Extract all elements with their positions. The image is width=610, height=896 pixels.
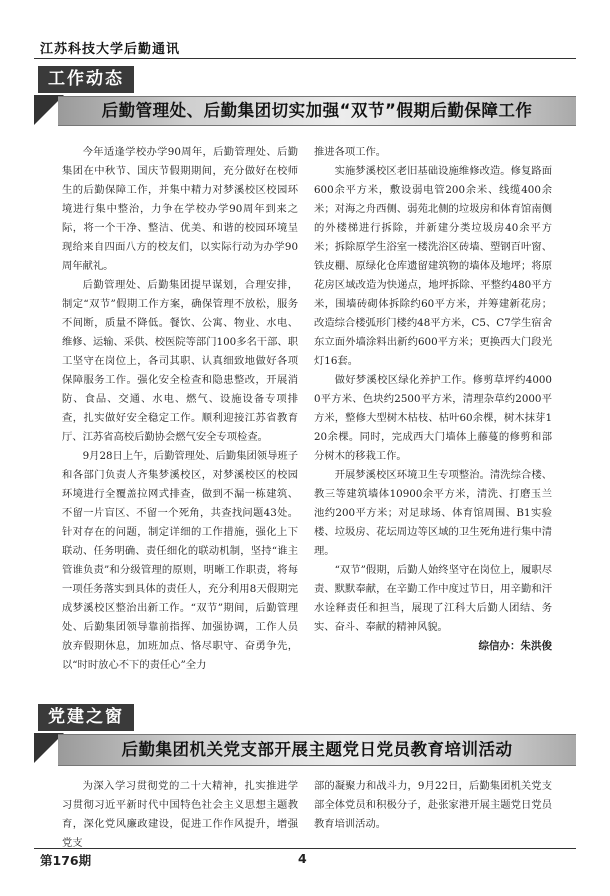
article-1-paragraph: 今年适逢学校办学90周年，后勤管理处、后勤集团在中秋节、国庆节假期期间，充分做好在校师生的后勤保障工作，并集中精力对梦溪校区校园环境进行集中整治，力争在学校办学90周年到来之际，将一个干净、整洁、优美、和谐的校园环境呈现给来自四面八方的校友们，以实际行动为办学90周年献礼。 xyxy=(62,146,298,272)
section-tag-work-news: 工作动态 xyxy=(38,66,134,93)
article-headline-2: 后勤集团机关党支部开展主题党日党员教育培训活动 xyxy=(58,734,576,766)
publication-title: 江苏科技大学后勤通讯 xyxy=(40,42,181,57)
article-1-left-column xyxy=(62,143,298,675)
article-1-paragraph: 做好梦溪校区绿化养护工作。修剪草坪约40000平方米、色块约2500平方米，清理杂草约2000平方米，整修大型树木枯枝、枯叶60余棵，树木抹芽120余棵。同时，完成西大门墙体上藤蔓的修剪和部分树木的移栽工作。 xyxy=(314,374,552,462)
article-headline-1: 后勤管理处、后勤集团切实加强“双节”假期后勤保障工作 xyxy=(58,96,576,126)
article-2-paragraph: 为深入学习贯彻党的二十大精神，扎实推进学习贯彻习近平新时代中国特色社会主义思想主题教育，深化党风廉政建设，促进工作作风提升，增强党支 xyxy=(62,780,298,849)
article-1-paragraph: 后勤管理处、后勤集团提早谋划，合理安排，制定“双节”假期工作方案，确保管理不放松，服务不间断，质量不降低。餐饮、公寓、物业、水电、维修、运输、采供、校医院等部门100多名干部、职工坚守在岗位上，各司其职、认真细致地做好各项保障服务工作。强化安全检查和隐患整改，开展消防、食品、交通、水电、燃气、设施设备专项排查，扎实做好安全稳定工作。顺利迎接江苏省教育厅、江苏省高校后勤协会燃气安全专项检查。 xyxy=(62,279,298,443)
footer-rule xyxy=(34,848,576,849)
article-2-paragraph: 部的凝聚力和战斗力，9月22日，后勤集团机关党支部全体党员和积极分子，赴张家港开展主题党日党员教育培训活动。 xyxy=(314,780,552,830)
section-tag-party-building: 党建之窗 xyxy=(38,704,134,731)
article-2-left-column xyxy=(62,777,298,853)
article-1-paragraph: “双节”假期，后勤人始终坚守在岗位上，履职尽责、默默奉献，在辛勤工作中度过节日，用辛勤和汗水诠释责任和担当，展现了江科大后勤人团结、务实、奋斗、奉献的精神风貌。 xyxy=(314,564,552,633)
header-rule xyxy=(34,58,576,59)
page-number: 4 xyxy=(298,851,307,866)
article-1-continued-line: 推进各项工作。 xyxy=(314,146,387,158)
article-1-right-column xyxy=(314,143,552,656)
article-1-paragraph: 9月28日上午，后勤管理处、后勤集团领导班子和各部门负责人齐集梦溪校区，对梦溪校区的校园环境进行全覆盖拉网式排查，做到不漏一栋建筑、不留一片盲区、不留一个死角，共查找问题43处。针对存在的问题，制定详细的工作措施，强化上下联动、任务明确、责任细化的联动机制，坚持“谁主管谁负责”和分级管理的原则，明晰工作职责，将每一项任务落实到具体的责任人，充分利用8天假期完成梦溪校区整治出新工作。“双节”期间，后勤管理处、后勤集团领导靠前指挥、加强协调，工作人员放弃假期休息，加班加点、恪尽职守、奋勇争先，以“时时放心不下的责任心”全力 xyxy=(62,450,298,671)
article-1-paragraph: 开展梦溪校区环境卫生专项整治。清洗综合楼、教三等建筑墙体10900余平方米，清洗、打磨玉兰池约200平方米；对足球场、体育馆周围、B1实验楼、垃圾房、花坛周边等区域的卫生死角进行集中清理。 xyxy=(314,469,552,557)
article-1-signature: 综信办：朱洪俊 xyxy=(478,640,552,652)
article-1-paragraph: 实施梦溪校区老旧基础设施维修改造。修复路面600余平方米，敷设弱电管200余米、线缆400余米；对海之舟西侧、弱苑北侧的垃圾房和体育馆南侧的外楼梯进行拆除，并新建分类垃圾房40余平方米；拆除原学生浴室一楼洗浴区砖墙、塑钢百叶窗、铁皮棚、原绿化仓库遗留建筑物的墙体及地坪；将原花房区域改造为快递点，地坪拆除、平整约480平方米，围墙砖砌体拆除约60平方米，并筹建新花房；改造综合楼弧形门楼约48平方米，C5、C7学生宿舍东立面外墙涂料出新约600平方米；更换西大门段光灯16套。 xyxy=(314,165,552,367)
article-2-right-column xyxy=(314,777,552,834)
issue-number: 第176期 xyxy=(40,853,92,868)
